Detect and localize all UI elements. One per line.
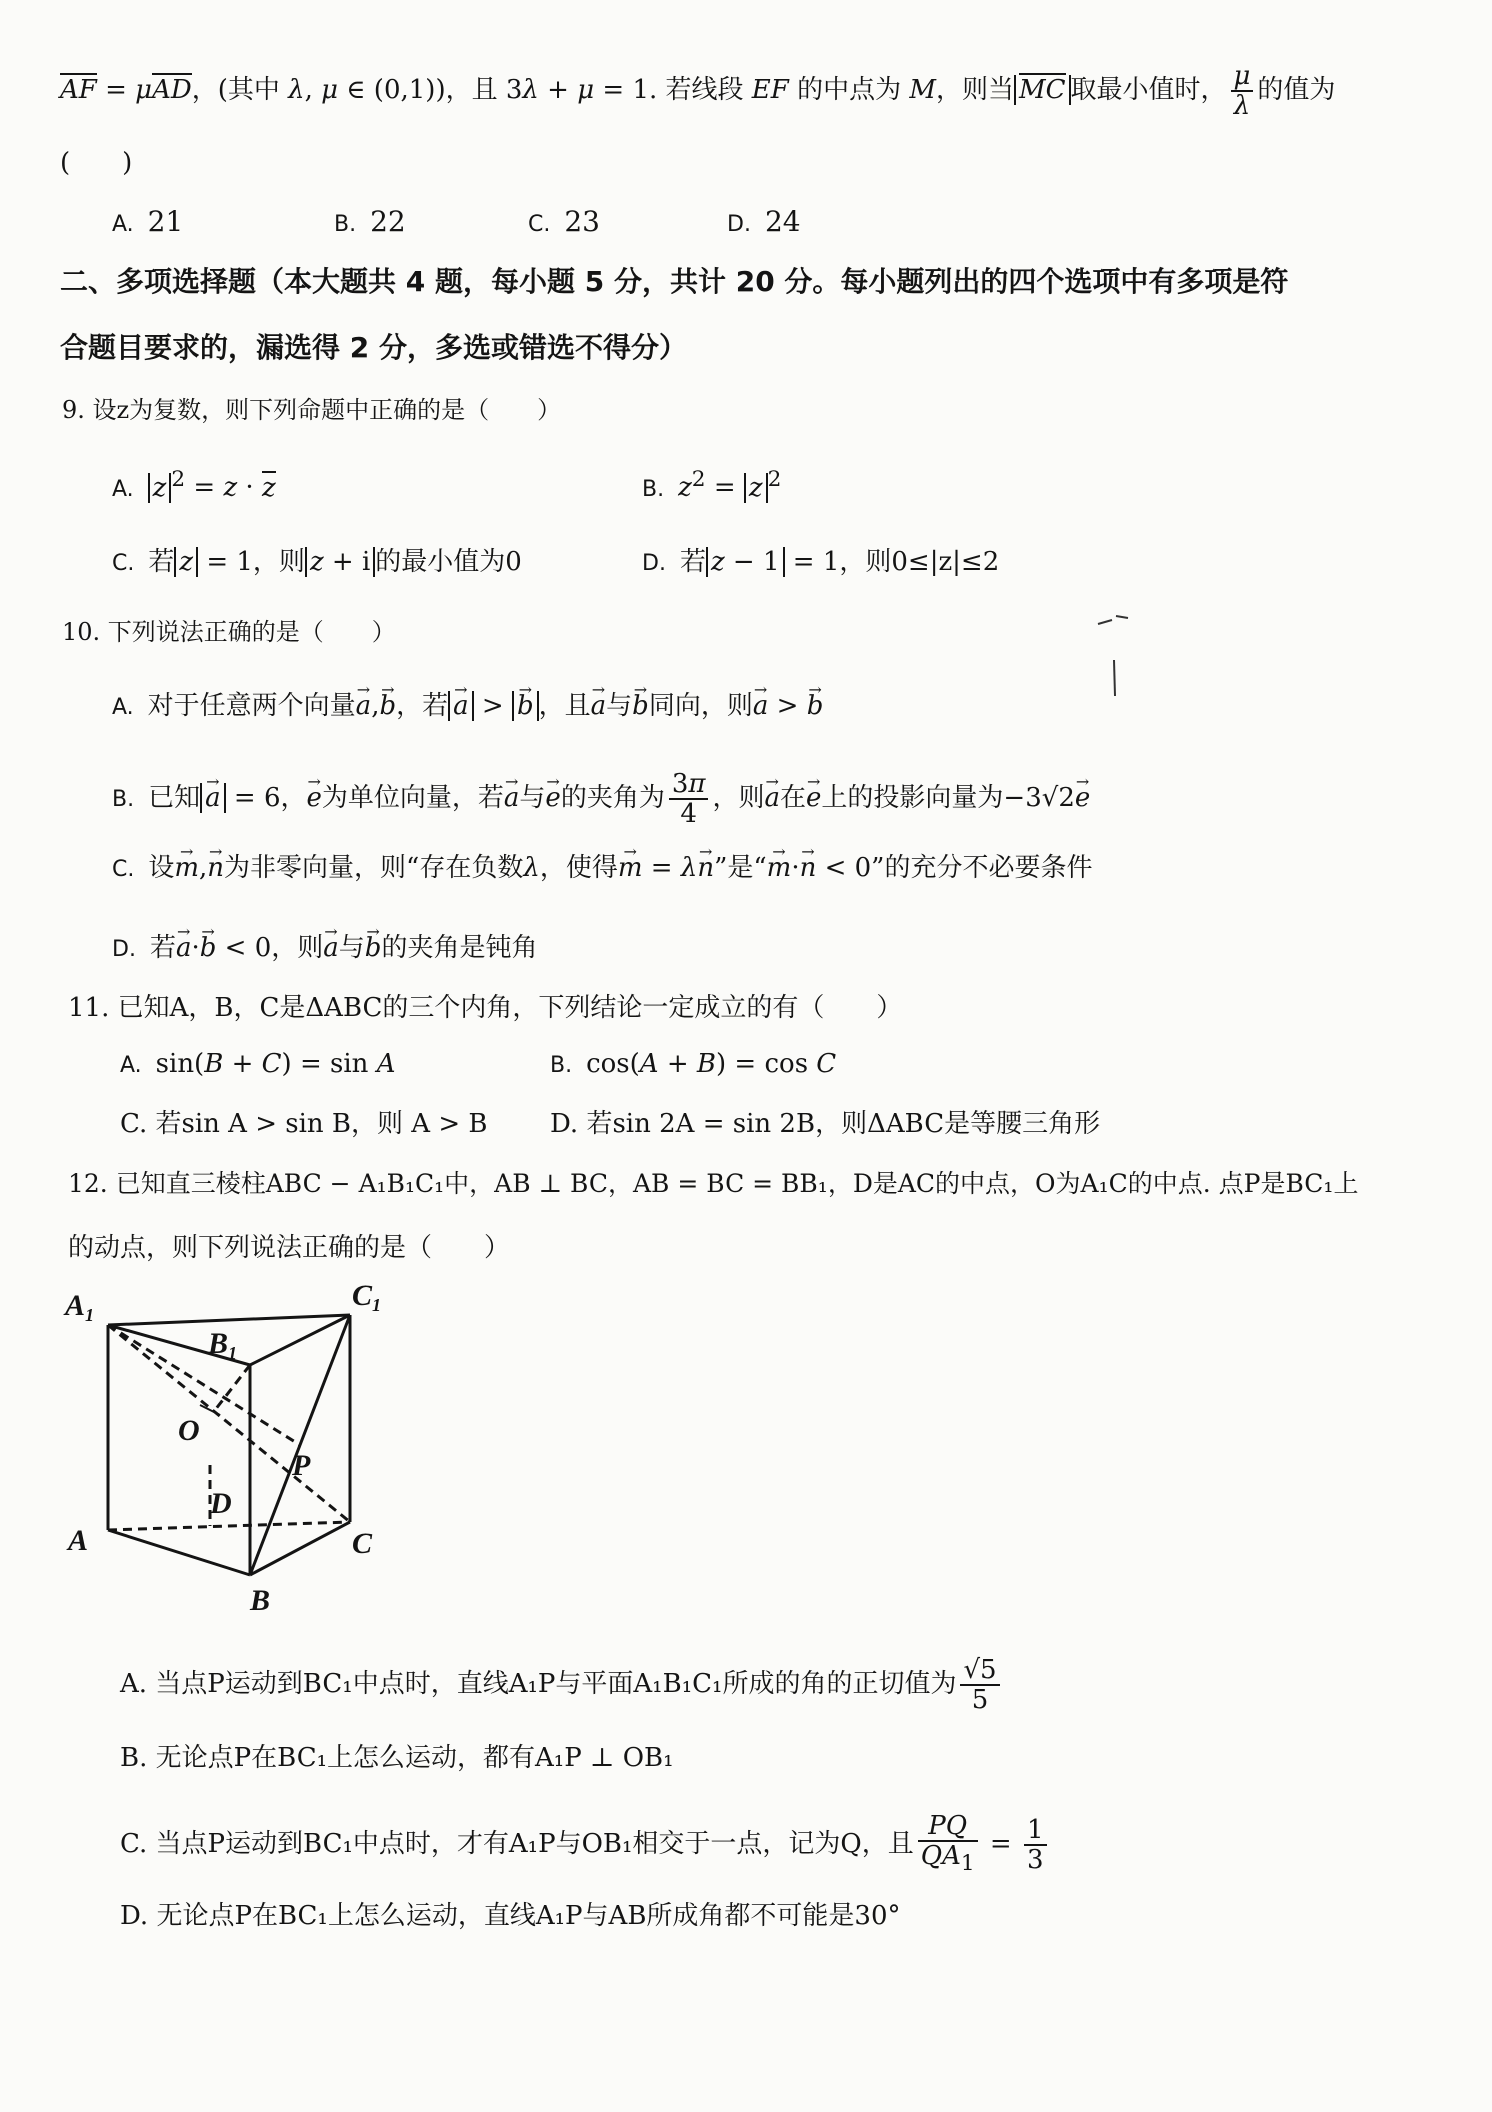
q12-c-text: C. 当点P运动到BC₁中点时，才有A₁P与OB₁相交于一点，记为Q，且 [120,1829,914,1860]
q9-option-b[interactable]: B. $z^2 = z$ $^2$ [642,467,782,503]
q12-a-text: A. 当点P运动到BC₁中点时，直线A₁P与平面A₁B₁C₁所成的角的正切值为 [120,1669,957,1699]
q10-option-d[interactable]: D. 若→ a·→ b < 0，则→ a与→ b的夹角是钝角 [112,930,537,968]
q9-option-c[interactable]: C. 若 z = 1，则 z + i 的最小值为0 [112,547,522,577]
option-value: 24 [764,205,801,238]
q11-option-d[interactable]: D. 若sin 2A = sin 2B，则ΔABC是等腰三角形 [550,1109,1101,1139]
q12-option-d[interactable]: D. 无论点P在BC₁上怎么运动，直线A₁P与AB所成角都不可能是30° [120,1901,901,1931]
q9-stem: 9. 设z为复数，则下列命题中正确的是（ ） [62,396,562,424]
edge-b-c [250,1522,350,1575]
q10-option-c[interactable]: C. 设→ m,→ n为非零向量，则“存在负数λ，使得→ m = λ→ n”是“→ m·→ n < 0”的充分不必要条件 [112,850,1093,888]
q12-option-a[interactable]: A. 当点P运动到BC₁中点时，直线A₁P与平面A₁B₁C₁所成的角的正切值为 $\frac{√5}{5}$ [120,1656,1004,1714]
q8-answer-paren: ( ) [60,148,133,178]
label-o: O [178,1414,200,1447]
q10-b-text: 上的投影向量为 [821,783,1004,813]
q9-option-a[interactable]: A. z $^2$ = z · z [112,462,276,508]
pen-mark [1094,610,1134,700]
option-letter: B. [334,212,357,237]
option-value: 23 [564,205,600,238]
option-letter: C. [528,212,551,237]
q10-c-text: 的充分不必要条件 [884,853,1093,883]
option-letter: A. [112,212,134,237]
q11-option-c[interactable]: C. 若sin A > sin B，则 A > B [120,1109,488,1139]
edge-a-b [108,1530,250,1575]
q9-c-text: 的最小值为0 [375,547,522,577]
q12-option-c[interactable]: C. 当点P运动到BC₁中点时，才有A₁P与OB₁相交于一点，记为Q，且 $\frac{PQ}{QA_1}$ = $\frac{1}{3}$ [120,1812,1051,1878]
q8-option-a[interactable] [112,204,183,243]
q10-stem: 10. 下列说法正确的是（ ） [62,618,396,646]
q9-option-d[interactable]: D. 若 z − 1 = 1，则0≤|z|≤2 [642,547,1000,577]
q12-option-b[interactable]: B. 无论点P在BC₁上怎么运动，都有A₁P ⊥ OB₁ [120,1743,674,1773]
option-value: 21 [147,205,184,238]
section2-heading-line2: 合题目要求的，漏选得 2 分，多选或错选不得分） [60,331,687,364]
q12-stem-line2: 的动点，则下列说法正确的是（ ） [68,1233,511,1263]
q11-option-b[interactable]: B. cos(A + B) = cos C [550,1049,837,1079]
prism-diagram [60,1285,400,1625]
section2-heading-line1: 二、多项选择题（本大题共 4 题，每小题 5 分，共计 20 分。每小题列出的四个选项中有多项是符 [60,265,1289,298]
label-c: C [352,1527,373,1560]
q10-option-b[interactable]: B. 已知→ a = 6，→ e为单位向量，若→ a与→ e的夹角为 $\frac{3\pi}{4}$ ，则→ a在→ e上的投影向量为−3√2→ e [112,770,1090,828]
q10-option-a[interactable]: A. 对于任意两个向量→ a,→ b，若→ a > → b ，且→ a与→ b同向，则→ a > → b [112,688,823,726]
label-p: P [292,1449,311,1482]
q10-a-text: 对于任意两个向量 [147,691,356,721]
label-d: D [210,1487,232,1520]
edge-a1-p-hidden [108,1325,300,1445]
q9-d-text: 则0≤|z|≤2 [865,547,1000,577]
q11-stem: 11. 已知A，B，C是ΔABC的三个内角，下列结论一定成立的有（ ） [68,993,903,1023]
label-c1: $C_1$ [352,1285,382,1315]
q8-condition-line: AF = μAD，(其中 λ, μ ∈ (0,1))，且 3λ + μ = 1. 若线段 EF 的中点为 M，则当 MC 取最小值时， $\frac{\mu}{\lambda}$ 的值为 [60,61,1336,121]
q12-stem-line1: 12. 已知直三棱柱ABC − A₁B₁C₁中，AB ⊥ BC，AB = BC = BB₁，D是AC的中点，O为A₁C的中点. 点P是BC₁上 [68,1169,1359,1198]
label-a: A [68,1524,89,1557]
label-b1: $B_1$ [208,1327,238,1363]
label-a1: $A_1$ [65,1289,95,1325]
q11-option-a[interactable]: A. sin(B + C) = sin A [120,1049,396,1079]
option-value: 22 [370,205,406,238]
q8-option-c[interactable] [528,204,600,243]
option-letter: D. [727,212,751,237]
q10-d-text: 的夹角是钝角 [381,933,538,963]
q8-option-d[interactable] [727,204,801,243]
q8-option-b[interactable] [334,204,406,243]
edge-a-c-hidden [108,1522,350,1530]
label-b: B [250,1584,271,1617]
edge-a1-c1 [108,1315,350,1325]
edge-b1-o-hidden [215,1365,250,1410]
